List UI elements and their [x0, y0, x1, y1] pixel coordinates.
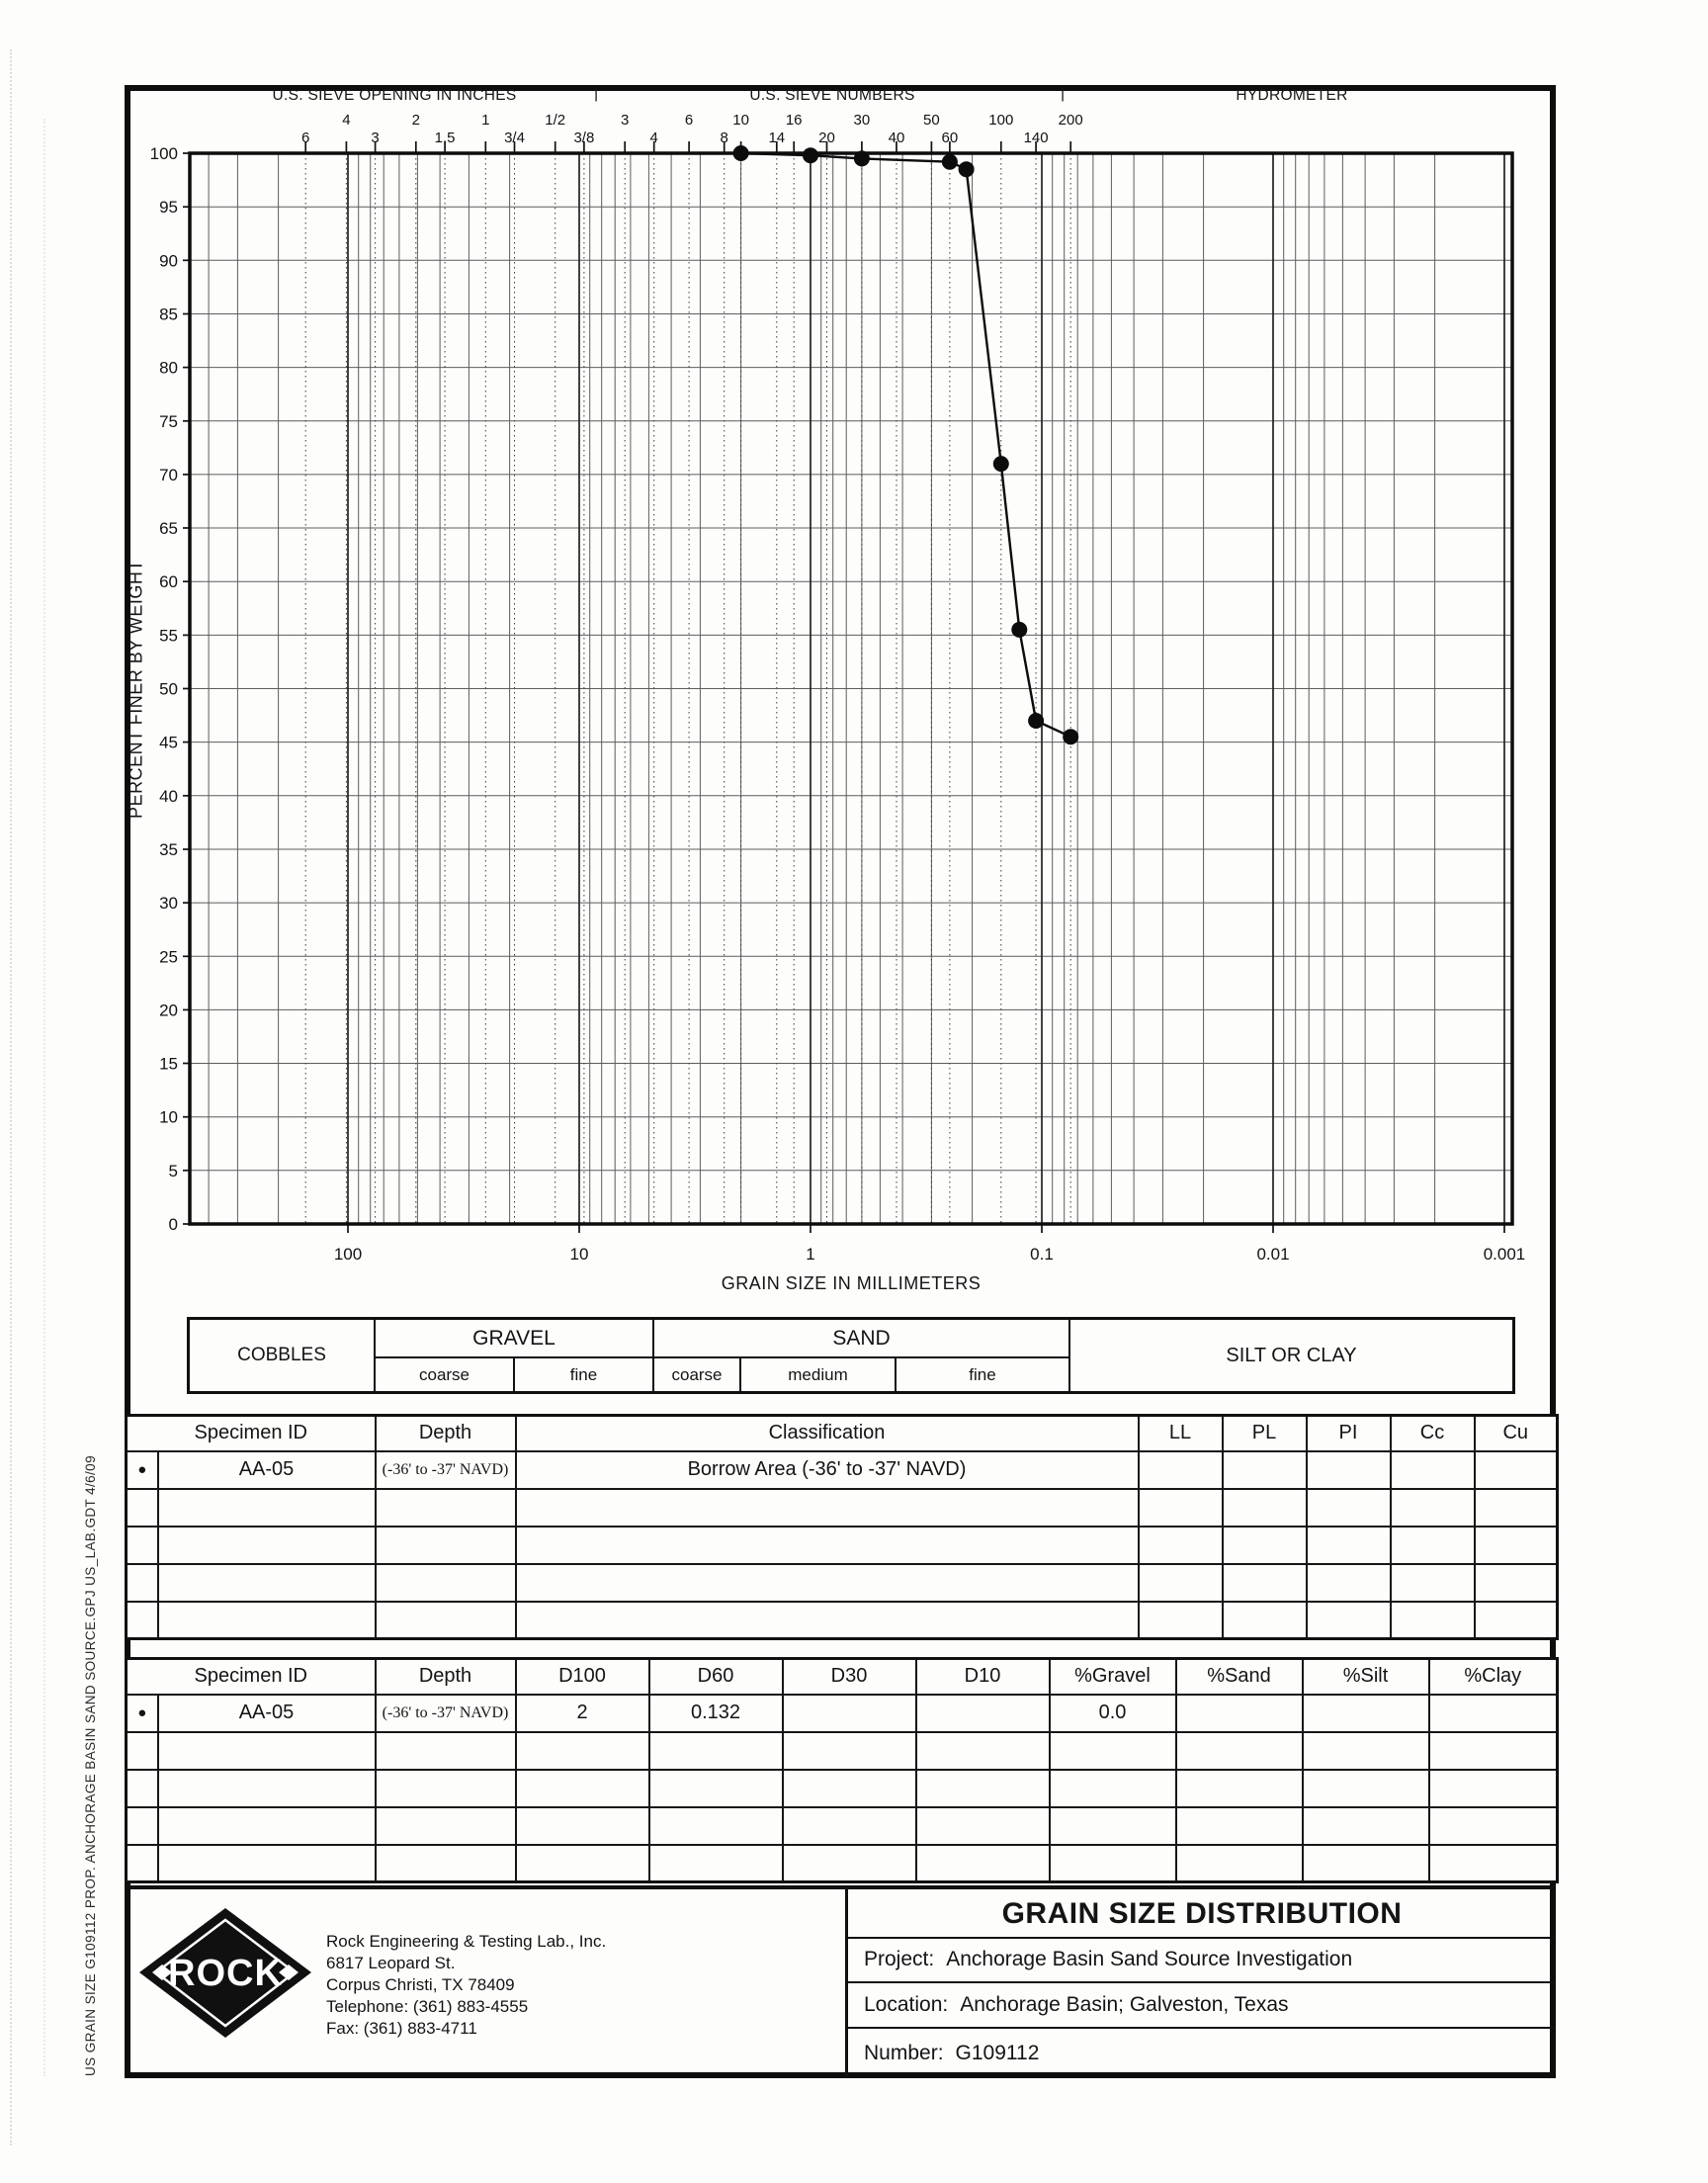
- sieve-size-label: 1/2: [545, 112, 566, 129]
- empty-cell: [1050, 1845, 1176, 1882]
- cell: 2: [516, 1695, 649, 1732]
- sieve-size-label: 3: [621, 112, 630, 129]
- data-point-marker: [1063, 729, 1078, 744]
- y-tick-label: 55: [159, 626, 178, 646]
- project-label: Project:: [864, 1948, 935, 1971]
- sieve-size-label: 4: [649, 130, 658, 146]
- empty-cell: [1391, 1527, 1475, 1564]
- y-tick-label: 0: [168, 1215, 178, 1234]
- empty-cell: [376, 1564, 516, 1602]
- empty-cell: [376, 1489, 516, 1527]
- cell: [916, 1695, 1050, 1732]
- empty-cell: [1139, 1489, 1223, 1527]
- empty-cell: [1307, 1527, 1391, 1564]
- company-block: [125, 1889, 845, 2078]
- sieve-size-label: 1.5: [434, 130, 456, 146]
- empty-cell: [158, 1564, 376, 1602]
- empty-cell: [1050, 1770, 1176, 1807]
- sieve-size-label: 16: [785, 112, 803, 129]
- empty-cell: [1429, 1845, 1558, 1882]
- empty-cell: [649, 1732, 783, 1770]
- y-tick-label: 85: [159, 305, 178, 324]
- empty-cell: [376, 1732, 516, 1770]
- y-tick-label: 90: [159, 251, 178, 271]
- report-title: GRAIN SIZE DISTRIBUTION: [848, 1889, 1556, 1939]
- empty-cell: [127, 1732, 158, 1770]
- y-axis-title: PERCENT FINER BY WEIGHT: [126, 560, 146, 819]
- y-tick-label: 25: [159, 947, 178, 967]
- header-row: [127, 1659, 1558, 1695]
- company-fax: Fax: (361) 883-4711: [326, 2019, 477, 2038]
- band-gravel: GRAVEL: [376, 1320, 654, 1358]
- empty-cell: [127, 1845, 158, 1882]
- empty-cell: [1176, 1732, 1303, 1770]
- top-axis-section-hydrometer: HYDROMETER: [1236, 87, 1348, 104]
- empty-cell: [1050, 1807, 1176, 1845]
- data-point-marker: [1011, 622, 1027, 638]
- empty-row: [127, 1807, 1558, 1845]
- cell: [783, 1695, 916, 1732]
- cell: [1303, 1695, 1429, 1732]
- sieve-size-label: 2: [411, 112, 420, 129]
- band-gravel-fine: fine: [515, 1358, 654, 1391]
- x-tick-labels: [334, 1224, 1525, 1264]
- y-tick-label: 100: [149, 144, 178, 163]
- cell: [1223, 1451, 1307, 1489]
- y-tick-label: 95: [159, 198, 178, 218]
- empty-cell: [1475, 1527, 1558, 1564]
- sieve-size-label: 3: [371, 130, 380, 146]
- company-city: Corpus Christi, TX 78409: [326, 1975, 515, 1994]
- location-value: Anchorage Basin; Galveston, Texas: [960, 1993, 1289, 2017]
- empty-cell: [1429, 1732, 1558, 1770]
- sieve-size-label: 3/4: [504, 130, 525, 146]
- empty-cell: [516, 1807, 649, 1845]
- empty-cell: [516, 1489, 1139, 1527]
- x-tick-label: 0.01: [1256, 1245, 1290, 1264]
- column-header-pl: PL: [1223, 1416, 1307, 1451]
- empty-cell: [1307, 1489, 1391, 1527]
- gradation-table: [125, 1657, 1559, 1883]
- classification-table: [125, 1414, 1559, 1640]
- empty-cell: [158, 1602, 376, 1639]
- top-axis-section-numbers: U.S. SIEVE NUMBERS: [749, 87, 915, 104]
- sieve-size-label: 4: [342, 112, 351, 129]
- top-axis-separator: |: [594, 85, 599, 102]
- empty-row: [127, 1602, 1558, 1639]
- column-header-clay: %Clay: [1429, 1659, 1558, 1695]
- sieve-size-label: 8: [720, 130, 728, 146]
- empty-cell: [783, 1845, 916, 1882]
- empty-cell: [1475, 1489, 1558, 1527]
- sieve-size-label: 10: [732, 112, 749, 129]
- empty-cell: [516, 1564, 1139, 1602]
- classification-table: [125, 1414, 1559, 1640]
- number-value: G109112: [955, 2042, 1040, 2065]
- company-phone: Telephone: (361) 883-4555: [326, 1997, 529, 2016]
- empty-cell: [1176, 1770, 1303, 1807]
- empty-cell: [158, 1489, 376, 1527]
- x-tick-label: 10: [569, 1245, 589, 1264]
- y-tick-label: 60: [159, 572, 178, 592]
- y-tick-label: 15: [159, 1054, 178, 1074]
- sieve-size-label: 200: [1058, 112, 1083, 129]
- data-point-marker: [733, 145, 749, 161]
- cell: [1307, 1451, 1391, 1489]
- cell: (-36' to -37' NAVD): [376, 1451, 516, 1489]
- specimen-row: [127, 1695, 1558, 1732]
- empty-cell: [516, 1527, 1139, 1564]
- column-header-d100: D100: [516, 1659, 649, 1695]
- empty-cell: [1391, 1489, 1475, 1527]
- empty-cell: [1391, 1602, 1475, 1639]
- column-header-sand: %Sand: [1176, 1659, 1303, 1695]
- column-header-silt: %Silt: [1303, 1659, 1429, 1695]
- y-tick-labels: [150, 144, 190, 1234]
- cell: [1176, 1695, 1303, 1732]
- x-tick-label: 0.001: [1483, 1245, 1526, 1264]
- data-point-marker: [993, 456, 1009, 472]
- empty-cell: [1429, 1770, 1558, 1807]
- data-point-marker: [942, 154, 958, 170]
- empty-cell: [1223, 1527, 1307, 1564]
- sieve-size-label: 6: [301, 130, 310, 146]
- empty-cell: [1391, 1564, 1475, 1602]
- cell: (-36' to -37' NAVD): [376, 1695, 516, 1732]
- empty-cell: [783, 1807, 916, 1845]
- data-point-marker: [959, 161, 975, 177]
- specimen-symbol: ●: [127, 1451, 158, 1489]
- empty-cell: [158, 1807, 376, 1845]
- gradation-curve: [741, 153, 1071, 737]
- empty-cell: [1223, 1602, 1307, 1639]
- column-header-classification: Classification: [516, 1416, 1139, 1451]
- y-tick-label: 75: [159, 411, 178, 431]
- y-tick-label: 45: [159, 733, 178, 752]
- empty-cell: [127, 1602, 158, 1639]
- company-name: Rock Engineering & Testing Lab., Inc.: [326, 1932, 607, 1951]
- x-tick-label: 1: [806, 1245, 815, 1264]
- empty-row: [127, 1527, 1558, 1564]
- y-tick-label: 80: [159, 358, 178, 378]
- empty-cell: [649, 1770, 783, 1807]
- empty-row: [127, 1732, 1558, 1770]
- report-footer: [125, 1885, 1556, 2078]
- empty-cell: [516, 1845, 649, 1882]
- x-axis-title: GRAIN SIZE IN MILLIMETERS: [721, 1273, 982, 1293]
- empty-cell: [916, 1770, 1050, 1807]
- sieve-size-label: 140: [1023, 130, 1049, 146]
- y-tick-label: 20: [159, 1001, 178, 1020]
- empty-cell: [1303, 1770, 1429, 1807]
- band-sand-coarse: coarse: [654, 1358, 741, 1391]
- empty-cell: [1475, 1602, 1558, 1639]
- specimen-row: [127, 1451, 1558, 1489]
- y-tick-label: 50: [159, 679, 178, 699]
- sieve-size-label: 20: [818, 130, 835, 146]
- empty-cell: [1303, 1807, 1429, 1845]
- column-header-gravel: %Gravel: [1050, 1659, 1176, 1695]
- grid-horizontal: [190, 207, 1512, 1171]
- empty-cell: [1176, 1807, 1303, 1845]
- number-row: [848, 2029, 1556, 2078]
- sieve-lines-and-labels: [301, 112, 1083, 1224]
- band-sand: SAND: [654, 1320, 1070, 1358]
- empty-cell: [1475, 1564, 1558, 1602]
- empty-cell: [127, 1770, 158, 1807]
- empty-cell: [1303, 1845, 1429, 1882]
- project-row: [848, 1939, 1556, 1983]
- header-row: [127, 1416, 1558, 1451]
- side-margin-filename: US GRAIN SIZE G109112 PROP. ANCHORAGE BASIN SAND SOURCE.GPJ US_LAB.GDT 4/6/09: [83, 1454, 98, 2076]
- data-point-marker: [803, 147, 818, 163]
- empty-cell: [158, 1732, 376, 1770]
- column-header-depth: Depth: [376, 1659, 516, 1695]
- column-header-d60: D60: [649, 1659, 783, 1695]
- cell: [1139, 1451, 1223, 1489]
- empty-cell: [516, 1602, 1139, 1639]
- empty-cell: [376, 1527, 516, 1564]
- band-sand-fine: fine: [897, 1358, 1070, 1391]
- column-header-cu: Cu: [1475, 1416, 1558, 1451]
- y-tick-label: 5: [168, 1161, 178, 1180]
- column-header-ll: LL: [1139, 1416, 1223, 1451]
- empty-cell: [1050, 1732, 1176, 1770]
- sieve-size-label: 50: [923, 112, 940, 129]
- band-silt-or-clay: SILT OR CLAY: [1226, 1344, 1357, 1366]
- empty-row: [127, 1770, 1558, 1807]
- band-cobbles: COBBLES: [190, 1320, 376, 1391]
- empty-cell: [516, 1732, 649, 1770]
- empty-cell: [916, 1732, 1050, 1770]
- empty-cell: [376, 1602, 516, 1639]
- cell: 0.0: [1050, 1695, 1176, 1732]
- empty-cell: [1429, 1807, 1558, 1845]
- empty-cell: [127, 1564, 158, 1602]
- rock-logo: [138, 1907, 312, 2039]
- empty-row: [127, 1564, 1558, 1602]
- cell: AA-05: [158, 1695, 376, 1732]
- empty-cell: [127, 1527, 158, 1564]
- empty-cell: [1139, 1602, 1223, 1639]
- cell: 0.132: [649, 1695, 783, 1732]
- company-street: 6817 Leopard St.: [326, 1954, 456, 1972]
- logo-wordmark: ROCK: [168, 1953, 283, 1994]
- empty-row: [127, 1845, 1558, 1882]
- empty-cell: [127, 1807, 158, 1845]
- number-label: Number:: [864, 2042, 944, 2065]
- location-row: [848, 1983, 1556, 2030]
- empty-cell: [516, 1770, 649, 1807]
- empty-cell: [1303, 1732, 1429, 1770]
- project-value: Anchorage Basin Sand Source Investigation: [946, 1948, 1353, 1971]
- empty-cell: [376, 1770, 516, 1807]
- cell: Borrow Area (-36' to -37' NAVD): [516, 1451, 1139, 1489]
- sieve-size-label: 14: [768, 130, 786, 146]
- empty-cell: [127, 1489, 158, 1527]
- cell: AA-05: [158, 1451, 376, 1489]
- report-title-block: [845, 1889, 1556, 2078]
- soil-fraction-bands: [187, 1317, 1515, 1394]
- company-address: [326, 1931, 606, 2040]
- empty-cell: [783, 1732, 916, 1770]
- sieve-size-label: 30: [853, 112, 871, 129]
- specimen-symbol: ●: [127, 1695, 158, 1732]
- sieve-size-label: 3/8: [573, 130, 595, 146]
- cell: [1391, 1451, 1475, 1489]
- column-header-pi: PI: [1307, 1416, 1391, 1451]
- y-tick-label: 30: [159, 894, 178, 914]
- top-axis-section-inches: U.S. SIEVE OPENING IN INCHES: [272, 87, 517, 104]
- empty-row: [127, 1489, 1558, 1527]
- x-tick-label: 0.1: [1030, 1245, 1054, 1264]
- empty-cell: [1223, 1564, 1307, 1602]
- sieve-size-label: 60: [941, 130, 959, 146]
- cell: [1429, 1695, 1558, 1732]
- empty-cell: [158, 1770, 376, 1807]
- location-label: Location:: [864, 1993, 949, 2017]
- sieve-size-label: 100: [988, 112, 1014, 129]
- y-tick-label: 65: [159, 519, 178, 538]
- empty-cell: [1307, 1564, 1391, 1602]
- empty-cell: [916, 1845, 1050, 1882]
- empty-cell: [158, 1845, 376, 1882]
- y-tick-label: 70: [159, 465, 178, 484]
- empty-cell: [376, 1845, 516, 1882]
- sieve-size-label: 6: [684, 112, 694, 129]
- x-tick-label: 100: [333, 1245, 363, 1264]
- empty-cell: [916, 1807, 1050, 1845]
- column-header-cc: Cc: [1391, 1416, 1475, 1451]
- y-tick-label: 10: [159, 1107, 178, 1127]
- top-axis-separator: |: [1061, 85, 1066, 102]
- y-tick-label: 35: [159, 840, 178, 859]
- sieve-size-label: 40: [888, 130, 905, 146]
- data-point-marker: [1028, 713, 1044, 729]
- empty-cell: [783, 1770, 916, 1807]
- empty-cell: [1139, 1564, 1223, 1602]
- empty-cell: [1307, 1602, 1391, 1639]
- column-header-d30: D30: [783, 1659, 916, 1695]
- column-header-specimenid: Specimen ID: [127, 1416, 376, 1451]
- data-point-marker: [854, 150, 870, 166]
- empty-cell: [649, 1845, 783, 1882]
- sieve-size-label: 1: [481, 112, 490, 129]
- empty-cell: [1176, 1845, 1303, 1882]
- column-header-specimenid: Specimen ID: [127, 1659, 376, 1695]
- empty-cell: [1139, 1527, 1223, 1564]
- column-header-d10: D10: [916, 1659, 1050, 1695]
- empty-cell: [376, 1807, 516, 1845]
- empty-cell: [649, 1807, 783, 1845]
- empty-cell: [1223, 1489, 1307, 1527]
- band-sand-medium: medium: [741, 1358, 897, 1391]
- gradation-table: [125, 1657, 1559, 1883]
- column-header-depth: Depth: [376, 1416, 516, 1451]
- empty-cell: [158, 1527, 376, 1564]
- y-tick-label: 40: [159, 786, 178, 806]
- cell: [1475, 1451, 1558, 1489]
- band-gravel-coarse: coarse: [376, 1358, 515, 1391]
